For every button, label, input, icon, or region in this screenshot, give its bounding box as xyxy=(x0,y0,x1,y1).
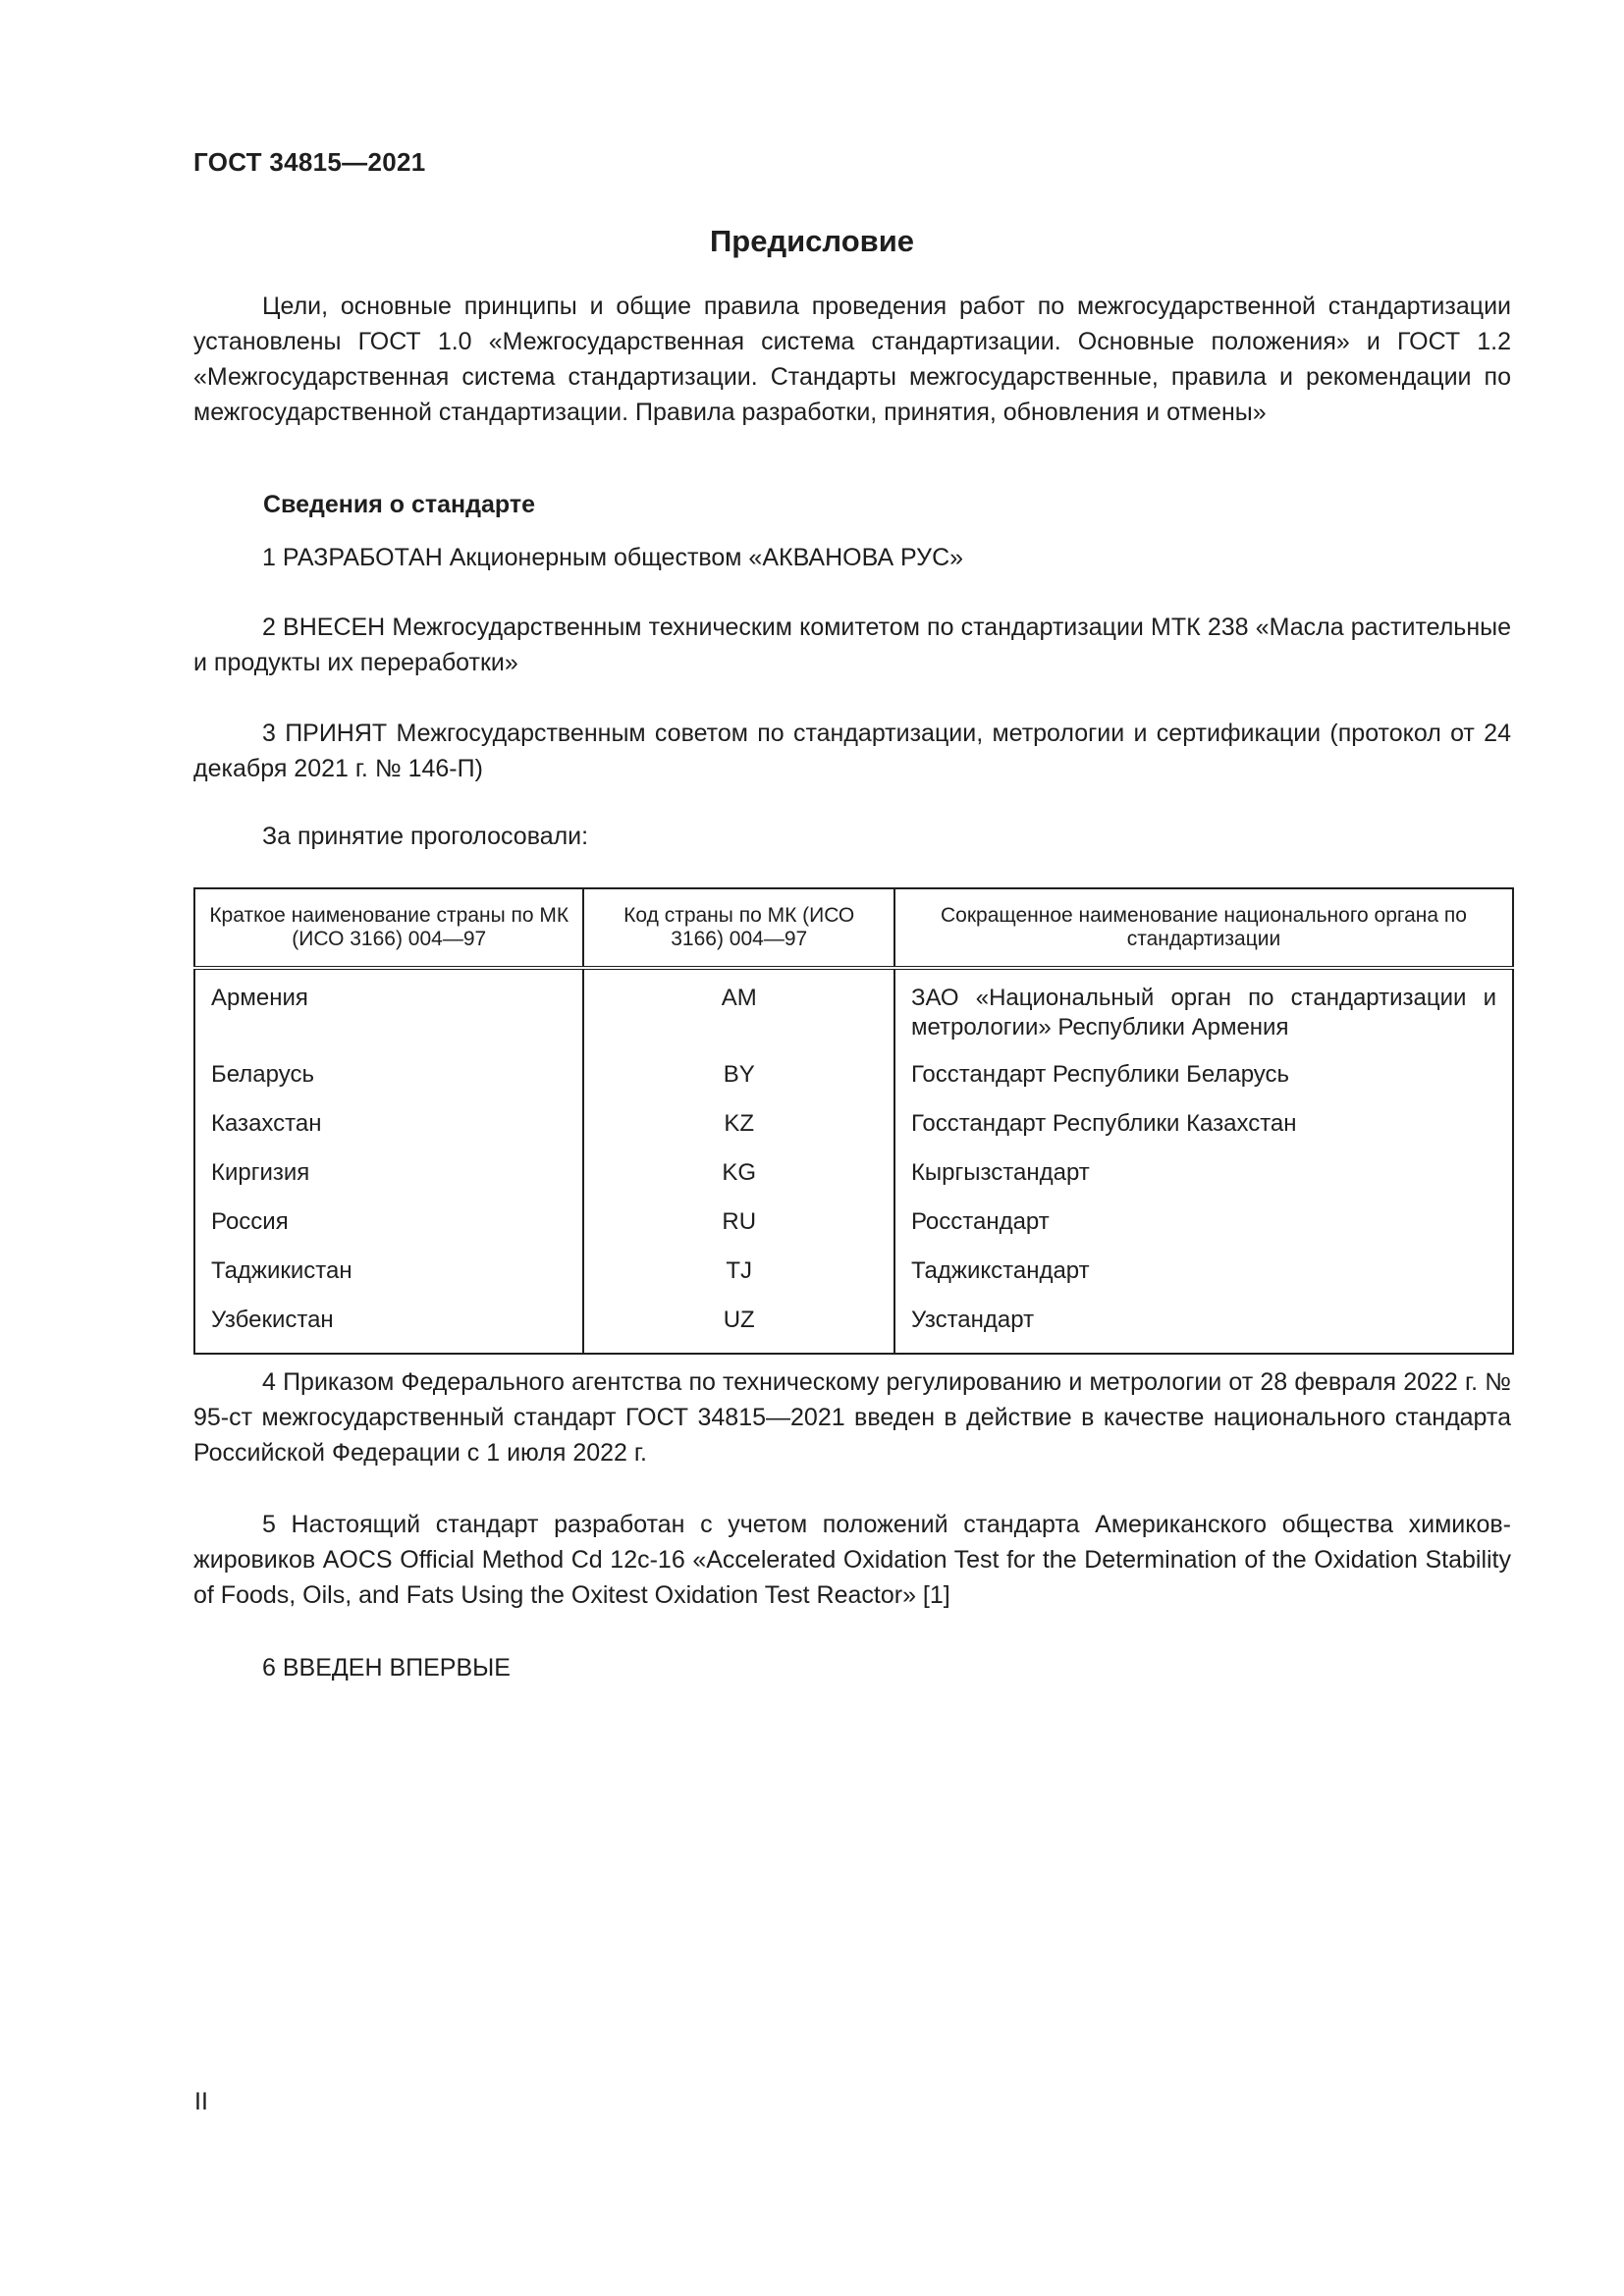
item-adopted: 3 ПРИНЯТ Межгосударственным советом по стандартизации, метрологии и сертификации (протокол от 24 декабря 2021 г. № 146-П) xyxy=(193,720,1511,782)
page-title: Предисловие xyxy=(709,224,914,258)
national-body: Госстандарт Республики Беларусь xyxy=(894,1060,1513,1109)
standard-id-header: ГОСТ 34815—2021 xyxy=(193,147,426,177)
national-body: Росстандарт xyxy=(894,1207,1513,1256)
national-body: ЗАО «Национальный орган по стандартизации и метрологии» Республики Армения xyxy=(894,968,1513,1060)
country-name: Таджикистан xyxy=(194,1256,583,1306)
table-header-row xyxy=(194,888,1513,968)
table-row xyxy=(194,1207,1513,1256)
country-name: Беларусь xyxy=(194,1060,583,1109)
item-introduced: 2 ВНЕСЕН Межгосударственным техническим комитетом по стандартизации МТК 238 «Масла растительные и продукты их переработки» xyxy=(193,614,1511,676)
country-code: AM xyxy=(583,968,893,1060)
national-body: Госстандарт Республики Казахстан xyxy=(894,1109,1513,1158)
country-code: UZ xyxy=(583,1306,893,1354)
country-name: Узбекистан xyxy=(194,1306,583,1354)
voting-countries-table xyxy=(193,887,1514,1355)
table-row xyxy=(194,1109,1513,1158)
item-basis: 5 Настоящий стандарт разработан с учетом положений стандарта Американского общества химиков-жировиков AOCS Official Method Cd 12c-16 «Accelerated Oxidation Test for the Determination of the Oxidation Stability of Foods, Oils, and Fats Using the Oxitest Oxidation Test Reactor» [1] xyxy=(193,1511,1511,1609)
country-code: KG xyxy=(583,1158,893,1207)
country-name: Россия xyxy=(194,1207,583,1256)
country-code: RU xyxy=(583,1207,893,1256)
page-number: II xyxy=(194,2088,208,2115)
country-name: Киргизия xyxy=(194,1158,583,1207)
item-first-time: 6 ВВЕДЕН ВПЕРВЫЕ xyxy=(262,1654,511,1682)
table-row xyxy=(194,1158,1513,1207)
country-code: TJ xyxy=(583,1256,893,1306)
intro-paragraph: Цели, основные принципы и общие правила проведения работ по межгосударственной стандартизации установлены ГОСТ 1.0 «Межгосударственная система стандартизации. Основные положения» и ГОСТ 1.2 «Межгосударственная система стандартизации. Стандарты межгосударственные, правила и рекомендации по межгосударственной стандартизации. Правила разработки, принятия, обновления и отмены» xyxy=(193,293,1511,426)
header-national-body: Сокращенное наименование национального органа по стандартизации xyxy=(894,888,1513,968)
national-body: Кыргызстандарт xyxy=(894,1158,1513,1207)
table-row xyxy=(194,1306,1513,1354)
header-country-name: Краткое наименование страны по МК (ИСО 3166) 004—97 xyxy=(194,888,583,968)
country-code: BY xyxy=(583,1060,893,1109)
country-name: Армения xyxy=(194,968,583,1060)
table-row xyxy=(194,1256,1513,1306)
voted-label: За принятие проголосовали: xyxy=(262,823,589,850)
country-name: Казахстан xyxy=(194,1109,583,1158)
national-body: Таджикстандарт xyxy=(894,1256,1513,1306)
table-row xyxy=(194,1060,1513,1109)
table-row xyxy=(194,968,1513,1060)
country-code: KZ xyxy=(583,1109,893,1158)
item-order: 4 Приказом Федерального агентства по техническому регулированию и метрологии от 28 февраля 2022 г. № 95-ст межгосударственный стандарт ГОСТ 34815—2021 введен в действие в качестве национального стандарта Российской Федерации с 1 июля 2022 г. xyxy=(193,1368,1511,1467)
national-body: Узстандарт xyxy=(894,1306,1513,1354)
item-developed: 1 РАЗРАБОТАН Акционерным обществом «АКВАНОВА РУС» xyxy=(262,544,964,571)
info-heading: Сведения о стандарте xyxy=(263,491,536,518)
header-country-code: Код страны по МК (ИСО 3166) 004—97 xyxy=(583,888,893,968)
